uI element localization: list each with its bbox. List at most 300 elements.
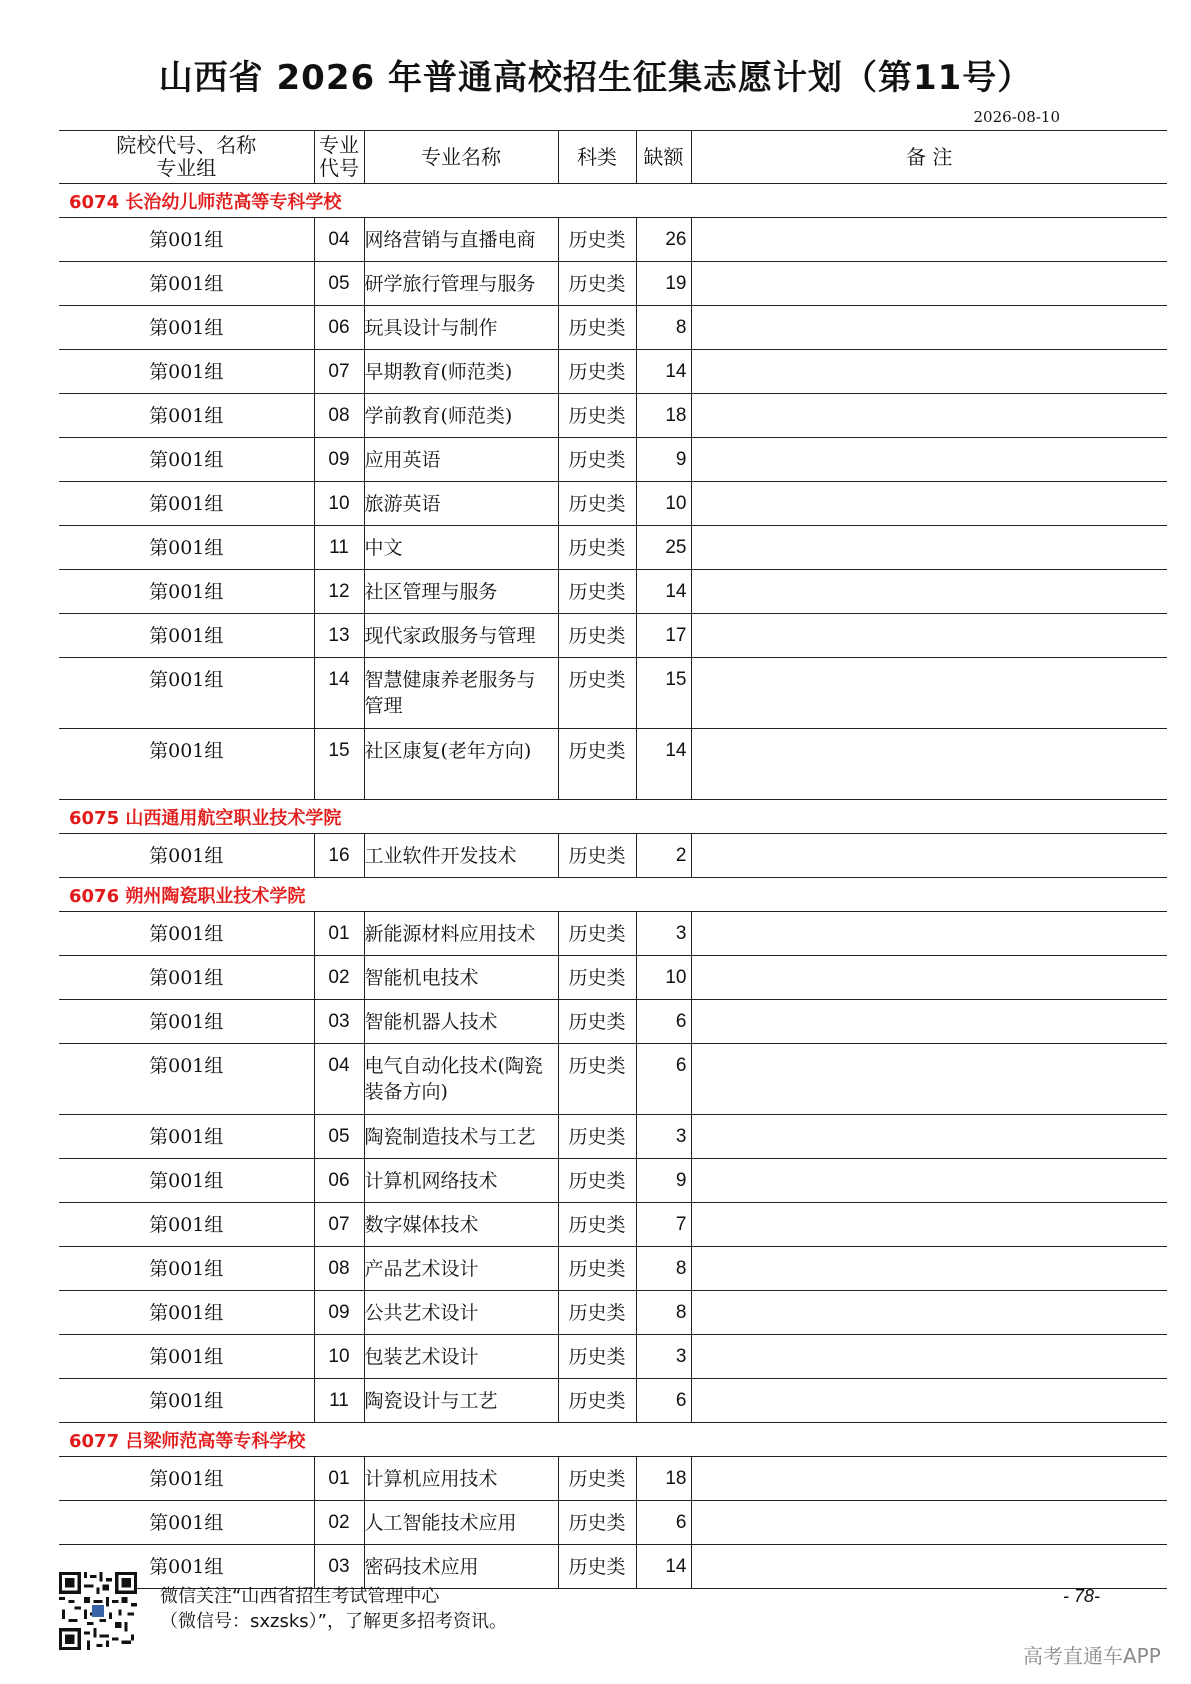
category-cell-text: 历史类 [568,1512,626,1534]
category-cell-text: 历史类 [568,449,626,471]
category-cell-text: 历史类 [568,405,626,427]
major-name-cell-text: 社区康复(老年方向) [364,740,532,762]
quota-cell [636,570,691,614]
quota-cell [636,482,691,526]
category-cell-text: 历史类 [568,740,626,762]
table-row [59,1335,1167,1379]
remarks-empty [692,956,1168,965]
quota-cell-text: 3 [675,923,687,944]
major-code-cell [314,1545,364,1589]
header-category: 科类 [558,131,636,184]
group-cell-text: 第001组 [149,1170,224,1192]
remarks-empty [692,1247,1168,1256]
quota-cell [636,658,691,729]
group-cell-text: 第001组 [149,273,224,295]
remarks-empty [692,526,1168,535]
table-row [59,306,1167,350]
major-code-cell-text: 07 [328,361,350,382]
remarks-empty [692,1291,1168,1300]
footer-line1: 微信关注“山西省招生考试管理中心 [160,1586,440,1607]
major-name-cell-text: 智能机电技术 [364,967,479,989]
major-name-cell-text: 智能机器人技术 [364,1011,498,1033]
quota-cell-text: 3 [675,1346,687,1367]
quota-cell [636,526,691,570]
major-code-cell-text: 10 [328,1346,350,1367]
major-name-cell-text: 密码技术应用 [364,1556,479,1578]
group-cell-text: 第001组 [149,923,224,945]
category-cell-text: 历史类 [568,967,626,989]
major-name-cell [364,956,558,1000]
major-code-cell [314,438,364,482]
quota-cell [636,912,691,956]
footer-wechat-note [160,1584,507,1634]
remarks-cell [691,1159,1167,1203]
major-name-cell [364,912,558,956]
major-code-cell [314,834,364,878]
quota-cell-text: 8 [675,1302,687,1323]
table-row [59,394,1167,438]
remarks-empty [692,1335,1168,1344]
major-code-cell-text: 08 [328,405,350,426]
major-code-cell-text: 11 [329,537,349,558]
category-cell [558,1501,636,1545]
header-school-line2: 专业组 [156,156,217,180]
category-cell [558,482,636,526]
category-cell-text: 历史类 [568,1055,626,1077]
header-major-code [314,131,364,184]
quota-cell [636,262,691,306]
remarks-empty [692,482,1168,491]
group-cell [59,729,314,800]
category-cell [558,350,636,394]
category-cell-text: 历史类 [568,845,626,867]
major-code-cell-text: 04 [328,229,350,250]
group-cell [59,1044,314,1115]
table-row [59,438,1167,482]
major-name-cell-text: 产品艺术设计 [364,1258,479,1280]
category-cell-text: 历史类 [568,1170,626,1192]
major-code-cell-text: 06 [328,1170,350,1191]
major-code-cell-text: 03 [328,1011,350,1032]
group-cell-text: 第001组 [149,625,224,647]
group-cell [59,912,314,956]
major-code-cell [314,262,364,306]
remarks-cell [691,526,1167,570]
table-row [59,482,1167,526]
group-cell [59,1203,314,1247]
category-cell [558,1247,636,1291]
quota-cell-text: 10 [665,493,687,514]
remarks-cell [691,1457,1167,1501]
major-name-cell-text: 包装艺术设计 [364,1346,479,1368]
group-cell-text: 第001组 [149,1302,224,1324]
table-row [59,956,1167,1000]
remarks-empty [692,658,1168,667]
quota-cell [636,614,691,658]
table-row [59,218,1167,262]
major-name-cell-text: 数字媒体技术 [364,1214,479,1236]
table-header-row [59,131,1167,184]
remarks-cell [691,729,1167,800]
major-name-cell-text: 旅游英语 [364,493,441,515]
major-name-cell [364,218,558,262]
quota-cell [636,729,691,800]
major-name-cell [364,1115,558,1159]
quota-cell-text: 17 [665,625,687,646]
remarks-cell [691,262,1167,306]
quota-cell [636,1501,691,1545]
quota-cell [636,218,691,262]
major-code-cell [314,1457,364,1501]
major-name-cell-text: 玩具设计与制作 [364,317,498,339]
group-cell-text: 第001组 [149,845,224,867]
group-cell-text: 第001组 [149,1468,224,1490]
table-row [59,526,1167,570]
major-code-cell [314,614,364,658]
group-cell [59,1247,314,1291]
category-cell [558,1159,636,1203]
group-cell-text: 第001组 [149,740,224,762]
category-cell [558,438,636,482]
category-cell-text: 历史类 [568,361,626,383]
table-row [59,912,1167,956]
table-row [59,262,1167,306]
quota-cell-text: 25 [665,537,687,558]
remarks-cell [691,1379,1167,1423]
major-name-cell [364,614,558,658]
remarks-cell [691,1115,1167,1159]
major-name-cell-text: 研学旅行管理与服务 [364,273,536,295]
remarks-cell [691,614,1167,658]
major-name-cell [364,1203,558,1247]
remarks-empty [692,394,1168,403]
group-cell-text: 第001组 [149,1346,224,1368]
major-name-cell [364,1335,558,1379]
table-row [59,1159,1167,1203]
major-name-cell [364,1379,558,1423]
category-cell [558,1115,636,1159]
group-cell-text: 第001组 [149,967,224,989]
major-name-cell [364,1159,558,1203]
table-row [59,1115,1167,1159]
remarks-empty [692,1203,1168,1212]
category-cell-text: 历史类 [568,1214,626,1236]
category-cell [558,912,636,956]
category-cell [558,1545,636,1589]
remarks-cell [691,1203,1167,1247]
major-name-cell-text: 陶瓷设计与工艺 [364,1390,498,1412]
category-cell-text: 历史类 [568,273,626,295]
remarks-cell [691,438,1167,482]
school-name: 6074 长治幼儿师范高等专科学校 [59,184,1167,218]
header-school-group [59,131,314,184]
major-name-cell [364,1545,558,1589]
major-code-cell [314,350,364,394]
remarks-cell [691,658,1167,729]
category-cell-text: 历史类 [568,317,626,339]
major-code-cell-text: 14 [328,669,350,690]
school-heading-row [59,184,1167,218]
category-cell-text: 历史类 [568,537,626,559]
remarks-cell [691,1291,1167,1335]
table-row [59,1379,1167,1423]
group-cell [59,570,314,614]
quota-cell [636,1379,691,1423]
qr-code-icon [59,1572,137,1650]
category-cell [558,526,636,570]
school-name: 6077 吕梁师范高等专科学校 [59,1423,1167,1457]
major-code-cell [314,1115,364,1159]
remarks-cell [691,956,1167,1000]
table-row [59,614,1167,658]
group-cell-text: 第001组 [149,1258,224,1280]
group-cell-text: 第001组 [149,1556,224,1578]
group-cell-text: 第001组 [149,405,224,427]
major-name-cell-text: 计算机网络技术 [364,1170,498,1192]
group-cell [59,1501,314,1545]
major-code-cell-text: 01 [328,923,350,944]
category-cell [558,218,636,262]
group-cell-text: 第001组 [149,669,224,691]
major-code-cell [314,394,364,438]
remarks-cell [691,570,1167,614]
category-cell [558,956,636,1000]
major-code-cell-text: 02 [328,1512,350,1533]
group-cell-text: 第001组 [149,1512,224,1534]
quota-cell [636,1247,691,1291]
major-code-cell-text: 16 [328,845,350,866]
group-cell-text: 第001组 [149,1011,224,1033]
major-name-cell-text: 早期教育(师范类) [364,361,513,383]
remarks-empty [692,729,1168,738]
major-name-cell [364,1501,558,1545]
major-name-cell-text: 计算机应用技术 [364,1468,498,1490]
quota-cell-text: 9 [675,1170,687,1191]
major-name-cell [364,526,558,570]
category-cell-text: 历史类 [568,493,626,515]
group-cell [59,482,314,526]
category-cell-text: 历史类 [568,1011,626,1033]
table-row [59,658,1167,729]
table-body [59,184,1167,1589]
major-name-cell [364,570,558,614]
major-code-cell [314,1247,364,1291]
table-row [59,834,1167,878]
quota-cell-text: 9 [675,449,687,470]
major-name-cell [364,306,558,350]
category-cell-text: 历史类 [568,625,626,647]
major-code-cell [314,1379,364,1423]
group-cell-text: 第001组 [149,229,224,251]
school-name: 6075 山西通用航空职业技术学院 [59,800,1167,834]
category-cell [558,1044,636,1115]
category-cell [558,729,636,800]
quota-cell-text: 6 [675,1011,687,1032]
category-cell [558,1457,636,1501]
header-quota: 缺额 [636,131,691,184]
remarks-cell [691,1247,1167,1291]
quota-cell [636,350,691,394]
quota-cell-text: 14 [665,740,687,761]
school-heading-row [59,1423,1167,1457]
category-cell [558,1000,636,1044]
remarks-cell [691,1545,1167,1589]
major-code-cell [314,306,364,350]
quota-cell-text: 6 [675,1055,687,1076]
remarks-empty [692,306,1168,315]
major-name-cell [364,1044,558,1115]
major-name-cell-text: 中文 [364,537,403,559]
group-cell [59,1457,314,1501]
remarks-empty [692,1501,1168,1510]
group-cell [59,834,314,878]
major-name-cell-text: 网络营销与直播电商 [364,229,536,251]
group-cell [59,1159,314,1203]
quota-cell-text: 19 [665,273,687,294]
category-cell-text: 历史类 [568,669,626,691]
major-code-cell-text: 05 [328,1126,350,1147]
quota-cell [636,1545,691,1589]
footer-line2: （微信号：sxzsks）”，了解更多招考资讯。 [160,1611,507,1632]
header-school-line1: 院校代号、名称 [116,133,257,157]
enrollment-plan-table [59,130,1167,1589]
major-name-cell [364,729,558,800]
major-name-cell-text: 工业软件开发技术 [364,845,517,867]
publish-date: 2026-08-10 [973,108,1060,126]
major-name-cell [364,1457,558,1501]
quota-cell-text: 8 [675,1258,687,1279]
major-name-cell [364,482,558,526]
table-row [59,1501,1167,1545]
category-cell-text: 历史类 [568,1126,626,1148]
table-row [59,1291,1167,1335]
header-code-line1: 专业 [319,133,359,157]
major-code-cell [314,218,364,262]
remarks-cell [691,350,1167,394]
group-cell-text: 第001组 [149,449,224,471]
quota-cell-text: 6 [675,1512,687,1533]
group-cell [59,218,314,262]
quota-cell [636,1291,691,1335]
table-row [59,1457,1167,1501]
group-cell [59,658,314,729]
group-cell [59,956,314,1000]
remarks-cell [691,1501,1167,1545]
remarks-empty [692,570,1168,579]
quota-cell [636,834,691,878]
major-code-cell [314,956,364,1000]
group-cell-text: 第001组 [149,1390,224,1412]
quota-cell-text: 14 [665,581,687,602]
group-cell [59,614,314,658]
major-code-cell [314,658,364,729]
major-code-cell [314,1335,364,1379]
major-code-cell-text: 05 [328,273,350,294]
major-code-cell [314,526,364,570]
group-cell-text: 第001组 [149,537,224,559]
major-code-cell [314,1044,364,1115]
remarks-cell [691,912,1167,956]
major-code-cell-text: 08 [328,1258,350,1279]
major-code-cell [314,1000,364,1044]
quota-cell-text: 2 [675,845,687,866]
major-code-cell [314,1501,364,1545]
major-code-cell-text: 11 [329,1390,349,1411]
quota-cell-text: 10 [665,967,687,988]
category-cell-text: 历史类 [568,581,626,603]
major-name-cell-text: 现代家政服务与管理 [364,625,536,647]
major-name-cell-text: 陶瓷制造技术与工艺 [364,1126,536,1148]
school-heading-row [59,800,1167,834]
group-cell [59,1335,314,1379]
category-cell [558,658,636,729]
remarks-empty [692,1159,1168,1168]
major-code-cell-text: 09 [328,449,350,470]
major-code-cell-text: 13 [328,625,350,646]
major-name-cell-text: 公共艺术设计 [364,1302,479,1324]
remarks-empty [692,218,1168,227]
group-cell [59,1115,314,1159]
group-cell [59,526,314,570]
category-cell [558,614,636,658]
remarks-cell [691,1335,1167,1379]
quota-cell [636,306,691,350]
quota-cell [636,1335,691,1379]
major-code-cell [314,912,364,956]
table-row [59,729,1167,800]
major-name-cell [364,1247,558,1291]
remarks-empty [692,1115,1168,1124]
quota-cell [636,956,691,1000]
major-name-cell-text: 电气自动化技术(陶瓷装备方向) [364,1055,543,1103]
group-cell-text: 第001组 [149,1055,224,1077]
table-row [59,1044,1167,1115]
quota-cell-text: 14 [665,1556,687,1577]
remarks-cell [691,1044,1167,1115]
header-remarks: 备 注 [691,131,1167,184]
category-cell [558,834,636,878]
group-cell-text: 第001组 [149,1126,224,1148]
major-code-cell-text: 09 [328,1302,350,1323]
major-name-cell [364,1000,558,1044]
table-row [59,1203,1167,1247]
table-row [59,1545,1167,1589]
major-name-cell [364,394,558,438]
remarks-empty [692,1044,1168,1053]
quota-cell [636,1203,691,1247]
remarks-empty [692,350,1168,359]
group-cell-text: 第001组 [149,1214,224,1236]
table-row [59,570,1167,614]
group-cell [59,1291,314,1335]
major-code-cell-text: 03 [328,1556,350,1577]
quota-cell [636,1115,691,1159]
group-cell-text: 第001组 [149,361,224,383]
remarks-empty [692,1379,1168,1388]
remarks-empty [692,834,1168,843]
remarks-empty [692,1545,1168,1554]
remarks-cell [691,1000,1167,1044]
major-name-cell [364,438,558,482]
major-code-cell-text: 04 [328,1055,350,1076]
table-row [59,350,1167,394]
category-cell [558,570,636,614]
major-name-cell [364,262,558,306]
category-cell [558,306,636,350]
major-name-cell [364,350,558,394]
group-cell [59,306,314,350]
major-code-cell [314,570,364,614]
